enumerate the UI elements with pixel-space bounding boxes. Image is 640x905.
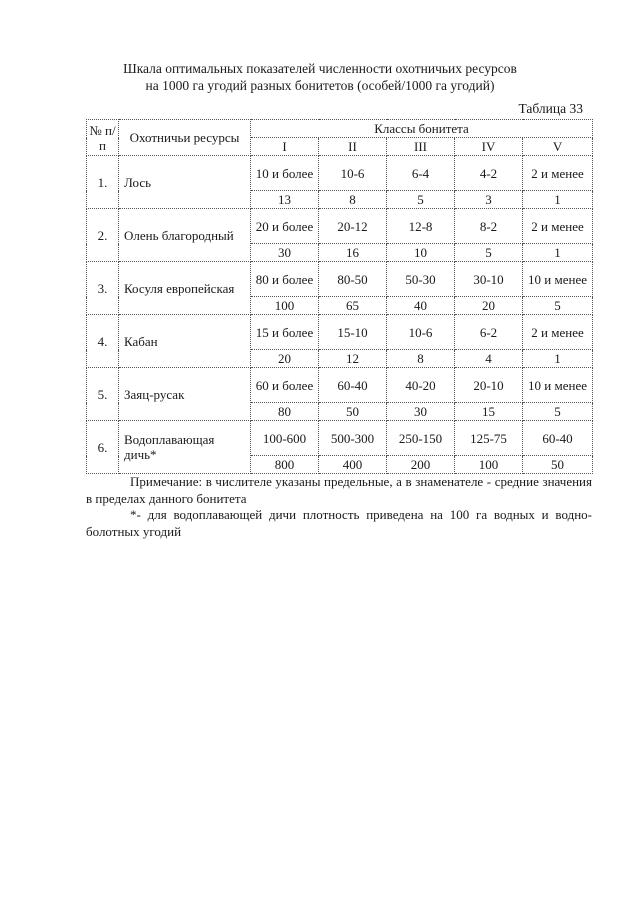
- header-class: IV: [455, 138, 523, 156]
- table-row-range: [87, 421, 593, 456]
- range-cell: 60 и более: [251, 368, 319, 403]
- range-cell: 2 и менее: [523, 209, 593, 244]
- average-cell: 5: [523, 297, 593, 315]
- average-cell: 100: [455, 456, 523, 474]
- table-row-range: [87, 262, 593, 297]
- average-cell: 8: [319, 191, 387, 209]
- average-cell: 20: [251, 350, 319, 368]
- table-row-range: [87, 368, 593, 403]
- range-cell: 2 и менее: [523, 315, 593, 350]
- average-cell: 5: [455, 244, 523, 262]
- range-cell: 6-4: [387, 156, 455, 191]
- average-cell: 3: [455, 191, 523, 209]
- average-cell: 5: [387, 191, 455, 209]
- table-row-range: [87, 315, 593, 350]
- range-cell: 10-6: [319, 156, 387, 191]
- range-cell: 500-300: [319, 421, 387, 456]
- header-class: III: [387, 138, 455, 156]
- table-body: [87, 156, 593, 474]
- average-cell: 10: [387, 244, 455, 262]
- range-cell: 15 и более: [251, 315, 319, 350]
- average-cell: 1: [523, 244, 593, 262]
- range-cell: 250-150: [387, 421, 455, 456]
- average-cell: 800: [251, 456, 319, 474]
- range-cell: 125-75: [455, 421, 523, 456]
- average-cell: 20: [455, 297, 523, 315]
- header-resource: Охотничьи ресурсы: [119, 120, 251, 156]
- average-cell: 12: [319, 350, 387, 368]
- footnote-text: [86, 506, 592, 540]
- resource-name: Лось: [119, 156, 251, 209]
- row-number: 2.: [87, 209, 119, 262]
- row-number: 1.: [87, 156, 119, 209]
- average-cell: 15: [455, 403, 523, 421]
- average-cell: 16: [319, 244, 387, 262]
- average-cell: 40: [387, 297, 455, 315]
- average-cell: 5: [523, 403, 593, 421]
- range-cell: 15-10: [319, 315, 387, 350]
- header-num: № п/п: [87, 120, 119, 156]
- row-number: 6.: [87, 421, 119, 474]
- average-cell: 200: [387, 456, 455, 474]
- range-cell: 60-40: [523, 421, 593, 456]
- range-cell: 80 и более: [251, 262, 319, 297]
- table-row-range: [87, 156, 593, 191]
- document-title-line1: Шкала оптимальных показателей численности охотничьих ресурсов: [123, 61, 517, 76]
- resource-name: Заяц-русак: [119, 368, 251, 421]
- header-classes: Классы бонитета: [251, 120, 593, 138]
- range-cell: 2 и менее: [523, 156, 593, 191]
- range-cell: 10 и менее: [523, 368, 593, 403]
- resource-name: Косуля европейская: [119, 262, 251, 315]
- range-cell: 50-30: [387, 262, 455, 297]
- range-cell: 20-10: [455, 368, 523, 403]
- row-number: 5.: [87, 368, 119, 421]
- range-cell: 100-600: [251, 421, 319, 456]
- range-cell: 8-2: [455, 209, 523, 244]
- average-cell: 400: [319, 456, 387, 474]
- average-cell: 50: [319, 403, 387, 421]
- average-cell: 8: [387, 350, 455, 368]
- range-cell: 6-2: [455, 315, 523, 350]
- header-class: I: [251, 138, 319, 156]
- range-cell: 4-2: [455, 156, 523, 191]
- header-class: II: [319, 138, 387, 156]
- average-cell: 50: [523, 456, 593, 474]
- range-cell: 20-12: [319, 209, 387, 244]
- bonitet-table: [86, 119, 593, 474]
- average-cell: 1: [523, 350, 593, 368]
- resource-name: Водоплавающая дичь*: [119, 421, 251, 474]
- range-cell: 10 и более: [251, 156, 319, 191]
- range-cell: 10-6: [387, 315, 455, 350]
- average-cell: 13: [251, 191, 319, 209]
- average-cell: 4: [455, 350, 523, 368]
- note-2: *- для водоплавающей дичи плотность приведена на 100 га водных и водно-болотных угодий: [86, 507, 592, 539]
- range-cell: 30-10: [455, 262, 523, 297]
- range-cell: 40-20: [387, 368, 455, 403]
- row-number: 4.: [87, 315, 119, 368]
- table-row-range: [87, 209, 593, 244]
- range-cell: 12-8: [387, 209, 455, 244]
- average-cell: 30: [387, 403, 455, 421]
- average-cell: 80: [251, 403, 319, 421]
- range-cell: 10 и менее: [523, 262, 593, 297]
- range-cell: 20 и более: [251, 209, 319, 244]
- resource-name: Кабан: [119, 315, 251, 368]
- average-cell: 65: [319, 297, 387, 315]
- range-cell: 80-50: [319, 262, 387, 297]
- note-text: [86, 473, 592, 507]
- document-title-line2: на 1000 га угодий разных бонитетов (особей/1000 га угодий): [145, 78, 495, 93]
- table-label: Таблица 33: [518, 101, 583, 116]
- range-cell: 60-40: [319, 368, 387, 403]
- header-class: V: [523, 138, 593, 156]
- average-cell: 100: [251, 297, 319, 315]
- row-number: 3.: [87, 262, 119, 315]
- average-cell: 1: [523, 191, 593, 209]
- average-cell: 30: [251, 244, 319, 262]
- resource-name: Олень благородный: [119, 209, 251, 262]
- note-1: Примечание: в числителе указаны предельные, а в знаменателе - средние значения в пределах данного бонитета: [86, 474, 592, 506]
